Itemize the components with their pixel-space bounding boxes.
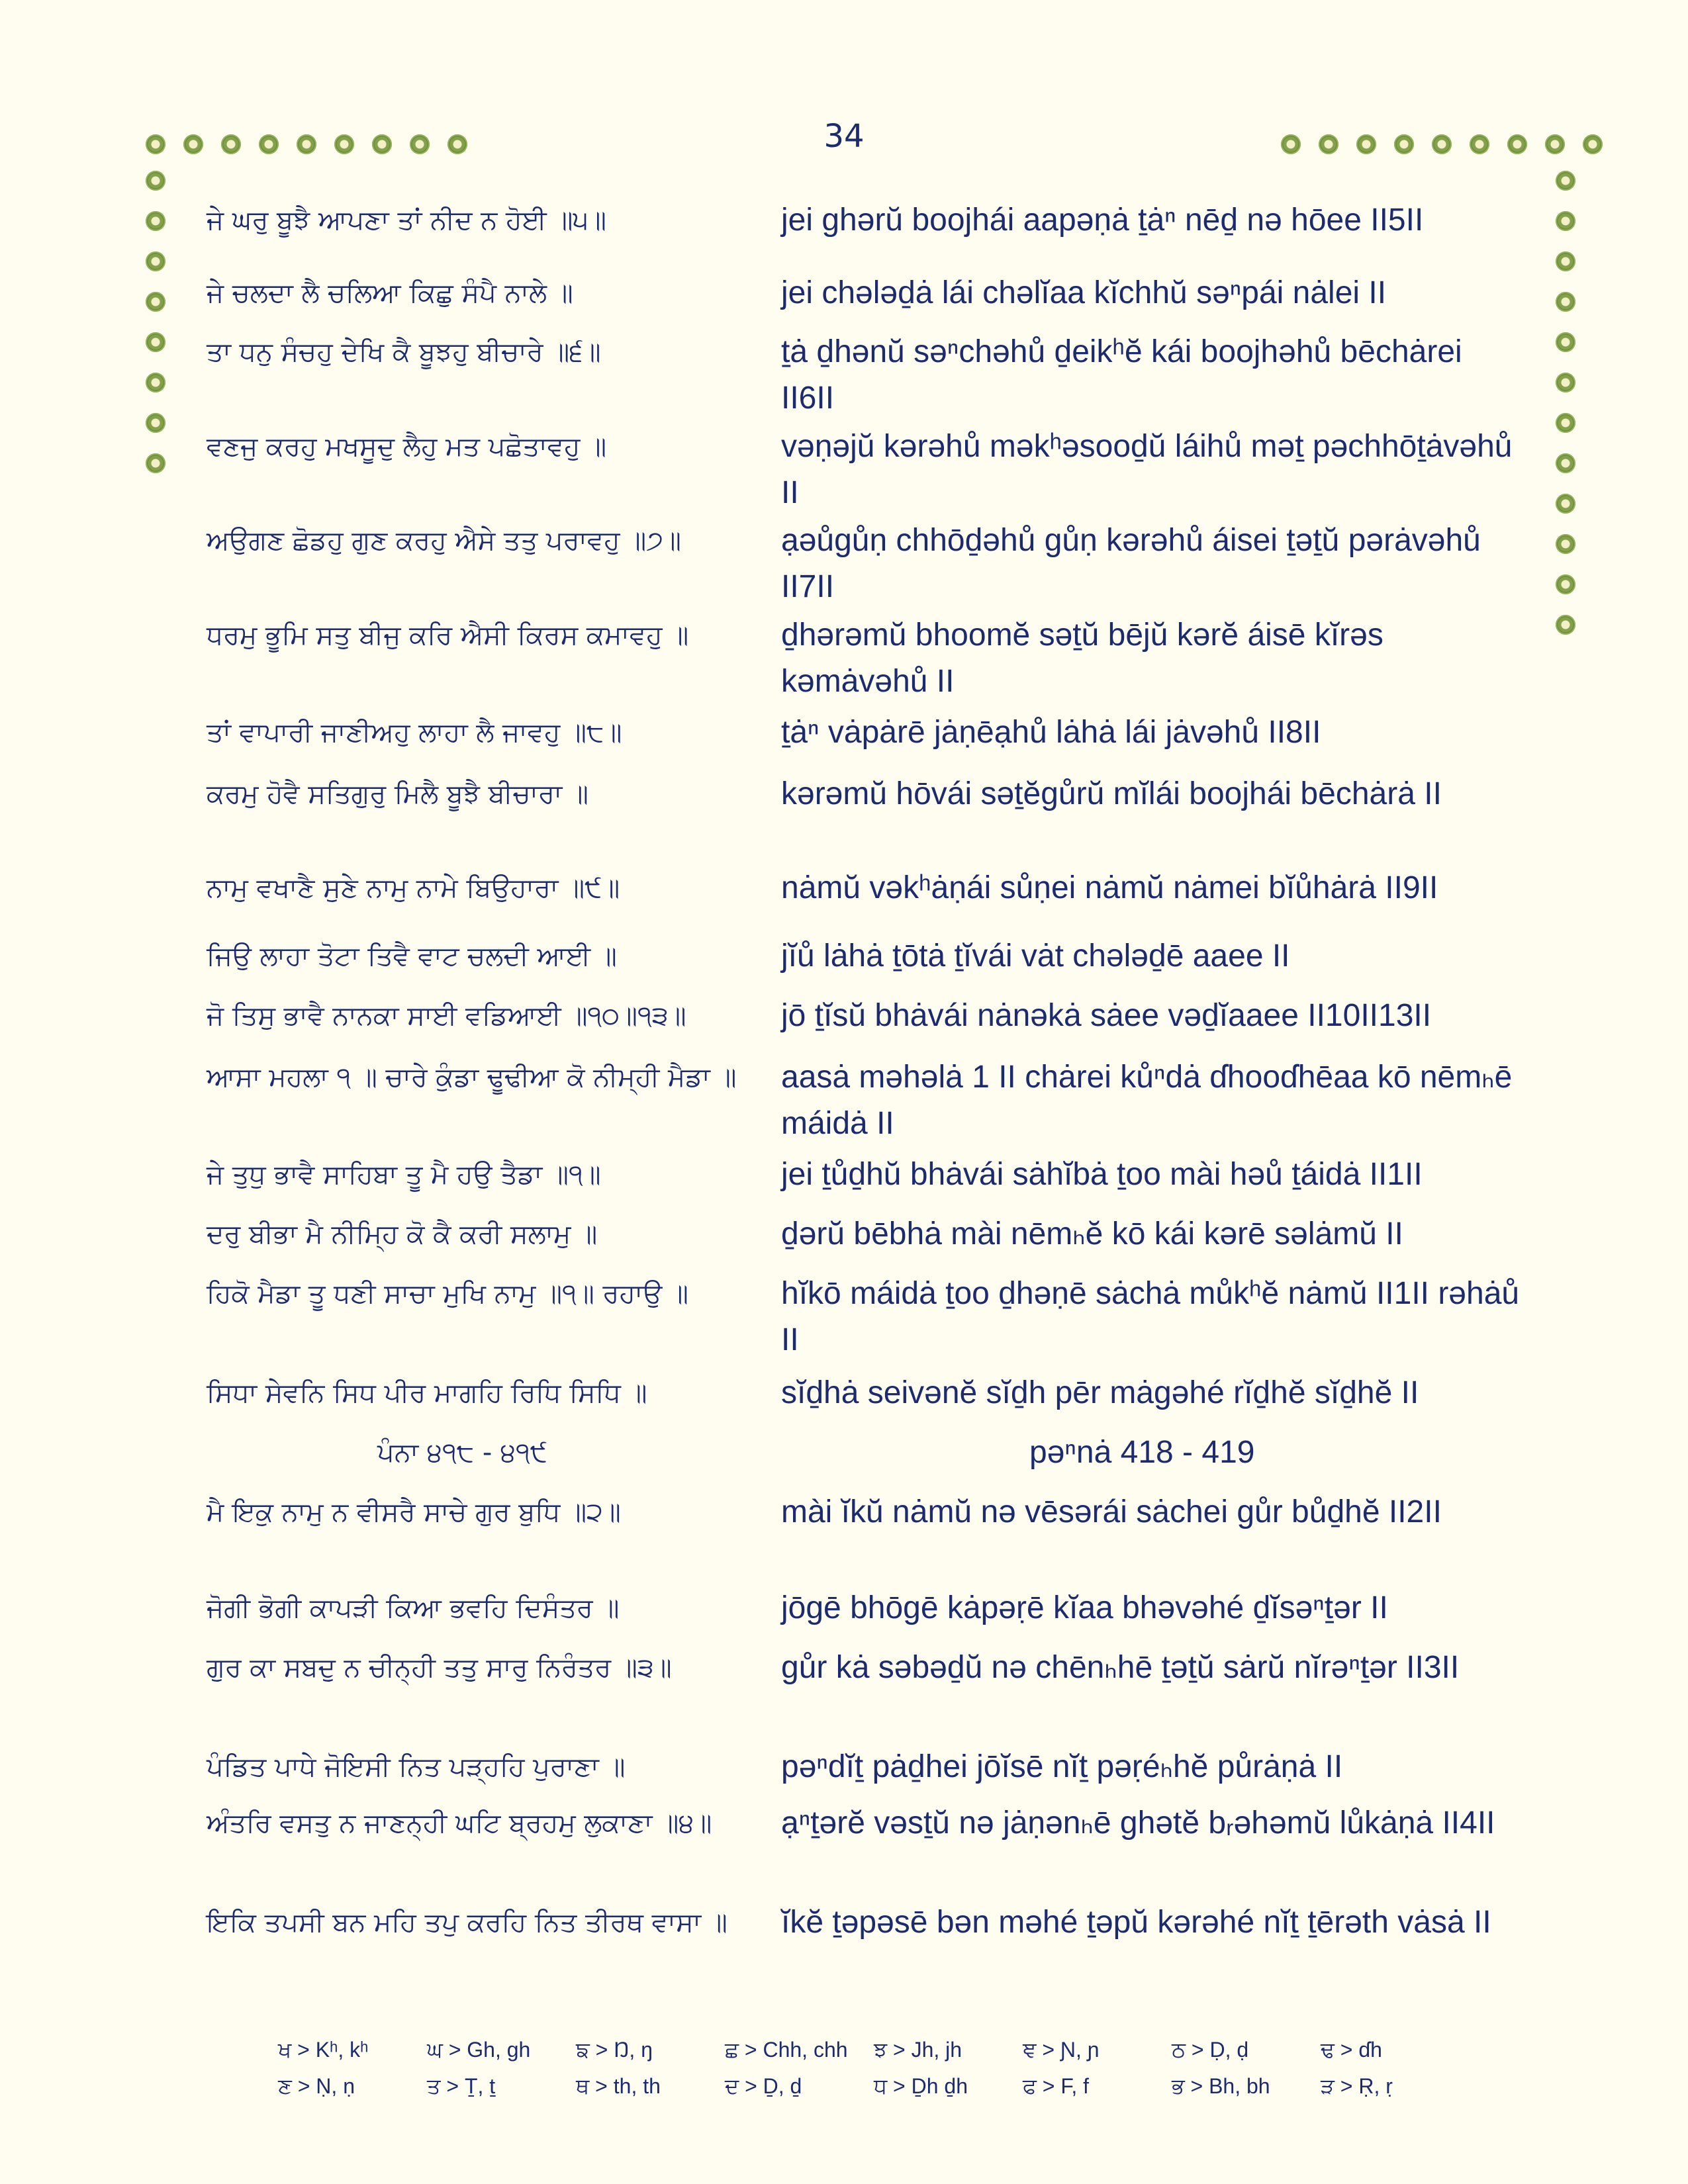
flower-ornament-icon — [146, 373, 165, 392]
legend-item: ਥ > th, th — [576, 2073, 661, 2098]
gurmukhi-text: ਧਰਮੁ ਭੂਮਿ ਸਤੁ ਬੀਜੁ ਕਰਿ ਐਸੀ ਕਿਰਸ ਕਮਾਵਹੁ ॥ — [207, 620, 689, 651]
flower-ornament-icon — [146, 211, 165, 231]
flower-ornament-icon — [334, 134, 354, 154]
flower-ornament-icon — [372, 134, 392, 154]
flower-ornament-icon — [1556, 494, 1575, 514]
flower-ornament-icon — [1556, 574, 1575, 594]
flower-ornament-icon — [146, 171, 165, 191]
gurmukhi-text: ਕਰਮੁ ਹੋਵੈ ਸਤਿਗੁਰੁ ਮਿਲੈ ਬੂਝੈ ਬੀਚਾਰਾ ॥ — [207, 779, 589, 809]
flower-ornament-icon — [1556, 615, 1575, 635]
legend-item: ਘ > Gh, gh — [427, 2037, 531, 2062]
transliteration-text: hĭkō máidȧ ṯoo ḏhəṇē sȧchȧ můkʰĕ nȧmŭ II1II rəhȧů II — [781, 1276, 1520, 1357]
gurmukhi-text: ਸਿਧਾ ਸੇਵਨਿ ਸਿਧ ਪੀਰ ਮਾਗਹਿ ਰਿਧਿ ਸਿਧਿ ॥ — [207, 1378, 647, 1408]
transliteration-text: ạəůgůṇ chhōḏəhů gůṇ kərəhů áisei ṯəṯŭ pərȧvəhů II7II — [781, 523, 1481, 604]
flower-ornament-icon — [1356, 134, 1376, 154]
transliteration-text: jĭů lȧhȧ ṯōtȧ ṯĭvái vȧt chələḏē aaee II — [781, 938, 1290, 974]
flower-ornament-icon — [297, 134, 316, 154]
gurmukhi-text: ਜਿਉ ਲਾਹਾ ਤੋਟਾ ਤਿਵੈ ਵਾਟ ਚਲਦੀ ਆਈ ॥ — [207, 941, 617, 972]
gurmukhi-text: ਅਉਗਣ ਛੋਡਹੁ ਗੁਣ ਕਰਹੁ ਐਸੇ ਤਤੁ ਪਰਾਵਹੁ ॥੭॥ — [207, 525, 682, 556]
transliteration-text: jei chələḏȧ lái chəlĭaa kĭchhŭ səⁿpái nȧlei II — [781, 275, 1387, 310]
legend-item: ਝ > Jh, jh — [874, 2037, 962, 2062]
flower-ornament-icon — [1507, 134, 1527, 154]
transliteration-text: kərəmŭ hōvái səṯĕgůrŭ mĭlái boojhái bēchȧrȧ II — [781, 776, 1442, 811]
flower-ornament-icon — [183, 134, 203, 154]
gurmukhi-text: ਇਕਿ ਤਪਸੀ ਬਨ ਮਹਿ ਤਪੁ ਕਰਹਿ ਨਿਤ ਤੀਰਥ ਵਾਸਾ ॥ — [207, 1907, 727, 1938]
flower-ornament-icon — [146, 251, 165, 271]
gurmukhi-text: ਅੰਤਰਿ ਵਸਤੁ ਨ ਜਾਣਨ੍ਹੀ ਘਟਿ ਬ੍ਰਹਮੁ ਲੁਕਾਣਾ ॥੪॥ — [207, 1808, 712, 1839]
gurmukhi-text: ਗੁਰ ਕਾ ਸਬਦੁ ਨ ਚੀਨ੍ਹੀ ਤਤੁ ਸਾਰੁ ਨਿਰੰਤਰ ॥੩॥ — [207, 1653, 672, 1683]
flower-ornament-icon — [1556, 292, 1575, 312]
transliteration-text: jei ghərŭ boojhái aapəṇȧ ṯȧⁿ nēḏ nə hōee II5II — [781, 203, 1424, 238]
gurmukhi-text: ਜੋ ਤਿਸੁ ਭਾਵੈ ਨਾਨਕਾ ਸਾਈ ਵਡਿਆਈ ॥੧੦॥੧੩॥ — [207, 1001, 686, 1031]
gurmukhi-text: ਜੋਗੀ ਭੋਗੀ ਕਾਪੜੀ ਕਿਆ ਭਵਹਿ ਦਿਸੰਤਰ ॥ — [207, 1593, 620, 1623]
page-reference-translit: pəⁿnȧ 418 - 419 — [1029, 1435, 1255, 1470]
transliteration-text: ḏərŭ bēbhȧ mài nēmₕĕ kō kái kərē səlȧmŭ II — [781, 1216, 1403, 1251]
legend-item: ਧ > Ḏh ḏh — [874, 2073, 968, 2098]
legend-item: ੜ > Ṛ, ṛ — [1321, 2073, 1393, 2098]
flower-ornament-icon — [1556, 251, 1575, 271]
legend-item: ਦ > Ḏ, ḏ — [725, 2073, 802, 2098]
transliteration-text: pəⁿdĭṯ pȧḏhei jōĭsē nĭṯ pəṛéₕhĕ půrȧṇȧ II — [781, 1749, 1343, 1784]
transliteration-text: ṯȧⁿ vȧpȧrē jȧṇēạhů lȧhȧ lái jȧvəhů II8II — [781, 715, 1321, 750]
gurmukhi-text: ਵਣਜੁ ਕਰਹੁ ਮਖਸੂਦੁ ਲੈਹੁ ਮਤ ਪਛੋਤਾਵਹੁ ॥ — [207, 432, 607, 462]
transliteration-text: vəṇəjŭ kərəhů məkʰəsooḏŭ láihů məṯ pəchhōṯȧvəhů II — [781, 429, 1513, 510]
legend-row — [278, 2068, 1470, 2105]
flower-ornament-icon — [1556, 171, 1575, 191]
flower-ornament-icon — [221, 134, 241, 154]
gurmukhi-text: ਮੈ ਇਕੁ ਨਾਮੁ ਨ ਵੀਸਰੈ ਸਾਚੇ ਗੁਰ ਬੁਧਿ ॥੨॥ — [207, 1497, 621, 1527]
gurmukhi-text: ਦਰੁ ਬੀਭਾ ਮੈ ਨੀਮ੍ਹਿ ਕੋ ਕੈ ਕਰੀ ਸਲਾਮੁ ॥ — [207, 1219, 598, 1250]
transliteration-text: ṯȧ ḏhənŭ səⁿchəhů ḏeikʰĕ kái boojhəhů bēchȧrei II6II — [781, 334, 1462, 416]
legend-item: ਣ > Ṇ, ṇ — [278, 2073, 355, 2098]
gurmukhi-text: ਜੇ ਤੁਧੁ ਭਾਵੈ ਸਾਹਿਬਾ ਤੂ ਮੈ ਹਉ ਤੈਡਾ ॥੧॥ — [207, 1160, 601, 1190]
transliteration-text: nȧmŭ vəkʰȧṇái sůṇei nȧmŭ nȧmei bĭůhȧrȧ II9II — [781, 870, 1438, 905]
flower-ornament-icon — [146, 134, 165, 154]
legend-item: ਖ > Kʰ, kʰ — [278, 2037, 369, 2062]
flower-ornament-icon — [1556, 332, 1575, 352]
transliteration-text: jō ṯĭsŭ bhȧvái nȧnəkȧ sȧee vəḏĭaaee II10II13II — [781, 998, 1432, 1033]
top-left-flower-border — [146, 134, 467, 154]
right-flower-border — [1556, 171, 1575, 635]
transliteration-text: jōgē bhōgē kȧpəṛē kĭaa bhəvəhé ḏĭsəⁿṯər II — [781, 1590, 1388, 1625]
transliteration-text: ḏhərəmŭ bhoomĕ səṯŭ bējŭ kərĕ áisē kĭrəs kəmȧvəhů II — [781, 617, 1383, 699]
legend-item: ਢ > ɗh — [1321, 2037, 1382, 2062]
flower-ornament-icon — [146, 292, 165, 312]
legend-item: ਤ > Ṯ, ṯ — [427, 2073, 496, 2098]
flower-ornament-icon — [1470, 134, 1489, 154]
gurmukhi-text: ਨਾਮੁ ਵਖਾਣੈ ਸੁਣੇ ਨਾਮੁ ਨਾਮੇ ਬਿਉਹਾਰਾ ॥੯॥ — [207, 873, 620, 903]
flower-ornament-icon — [146, 413, 165, 433]
gurmukhi-text: ਤਾਂ ਵਾਪਾਰੀ ਜਾਣੀਅਹੁ ਲਾਹਾ ਲੈ ਜਾਵਹੁ ॥੮॥ — [207, 717, 622, 748]
page-number: 34 — [823, 118, 865, 155]
left-flower-border — [146, 171, 165, 473]
transliteration-text: ĭkĕ ṯəpəsē bən məhé ṯəpŭ kərəhé nĭṯ ṯērəth vȧsȧ II — [781, 1905, 1491, 1940]
flower-ornament-icon — [1281, 134, 1301, 154]
flower-ornament-icon — [259, 134, 279, 154]
transliteration-text: mài ĭkŭ nȧmŭ nə vēsərái sȧchei gůr bůḏhĕ II2II — [781, 1494, 1442, 1529]
transliteration-text: ạⁿṯərĕ vəsṯŭ nə jȧṇənₕē ghətĕ bᵣəhəmŭ lůkȧṇȧ II4II — [781, 1805, 1495, 1841]
gurmukhi-text: ਆਸਾ ਮਹਲਾ ੧ ॥ ਚਾਰੇ ਕੁੰਡਾ ਢੂਢੀਆ ਕੋ ਨੀਮ੍ਹੀ ਮੈਡਾ ॥ — [207, 1062, 737, 1093]
flower-ornament-icon — [1556, 373, 1575, 392]
flower-ornament-icon — [410, 134, 430, 154]
transliteration-text: sĭḏhȧ seivənĕ sĭḏh pēr mȧgəhé rĭḏhĕ sĭḏhĕ II — [781, 1375, 1419, 1410]
gurmukhi-text: ਜੇ ਚਲਦਾ ਲੈ ਚਲਿਆ ਕਿਛੁ ਸੰਪੈ ਨਾਲੇ ॥ — [207, 278, 573, 308]
legend-item: ਫ > F, f — [1023, 2073, 1090, 2098]
flower-ornament-icon — [146, 453, 165, 473]
transliteration-text: aasȧ məhəlȧ 1 II chȧrei kůⁿdȧ ɗhooɗhēaa kō nēmₕē máidȧ II — [781, 1060, 1513, 1141]
flower-ornament-icon — [1556, 534, 1575, 554]
legend-item: ਞ > Ɲ, ɲ — [1023, 2037, 1100, 2062]
legend-item: ਭ > Bh, bh — [1172, 2073, 1270, 2098]
legend-item: ਙ > Ŋ, ŋ — [576, 2037, 653, 2062]
flower-ornament-icon — [1556, 413, 1575, 433]
gurmukhi-text: ਹਿਕੋ ਮੈਡਾ ਤੂ ਧਣੀ ਸਾਚਾ ਮੁਖਿ ਨਾਮੁ ॥੧॥ ਰਹਾਉ ॥ — [207, 1279, 688, 1309]
gurmukhi-text: ਪੰਡਿਤ ਪਾਧੇ ਜੋਇਸੀ ਨਿਤ ਪੜ੍ਹਹਿ ਪੁਰਾਣਾ ॥ — [207, 1752, 626, 1782]
transliteration-text: gůr kȧ səbəḏŭ nə chēnₕhē ṯəṯŭ sȧrŭ nĭrəⁿṯər II3II — [781, 1650, 1460, 1685]
flower-ornament-icon — [1432, 134, 1452, 154]
flower-ornament-icon — [1545, 134, 1565, 154]
flower-ornament-icon — [146, 332, 165, 352]
flower-ornament-icon — [1556, 211, 1575, 231]
page-reference-gurmukhi: ਪੰਨਾ ੪੧੮ - ੪੧੯ — [377, 1437, 547, 1468]
gurmukhi-text: ਤਾ ਧਨੁ ਸੰਚਹੁ ਦੇਖਿ ਕੈ ਬੂਝਹੁ ਬੀਚਾਰੇ ॥੬॥ — [207, 337, 601, 367]
flower-ornament-icon — [1583, 134, 1603, 154]
flower-ornament-icon — [447, 134, 467, 154]
legend-item: ਠ > Ḍ, ḍ — [1172, 2037, 1249, 2062]
transliteration-legend — [278, 2032, 1470, 2105]
legend-row — [278, 2032, 1470, 2068]
transliteration-text: jei ṯůḏhŭ bhȧvái sȧhĭbȧ ṯoo mài həů ṯáidȧ II1II — [781, 1157, 1423, 1192]
flower-ornament-icon — [1556, 453, 1575, 473]
flower-ornament-icon — [1394, 134, 1414, 154]
top-right-flower-border — [1281, 134, 1603, 154]
gurmukhi-text: ਜੇ ਘਰੁ ਬੂਝੈ ਆਪਣਾ ਤਾਂ ਨੀਦ ਨ ਹੋਈ ॥੫॥ — [207, 205, 606, 236]
legend-item: ਛ > Chh, chh — [725, 2037, 848, 2062]
flower-ornament-icon — [1319, 134, 1338, 154]
